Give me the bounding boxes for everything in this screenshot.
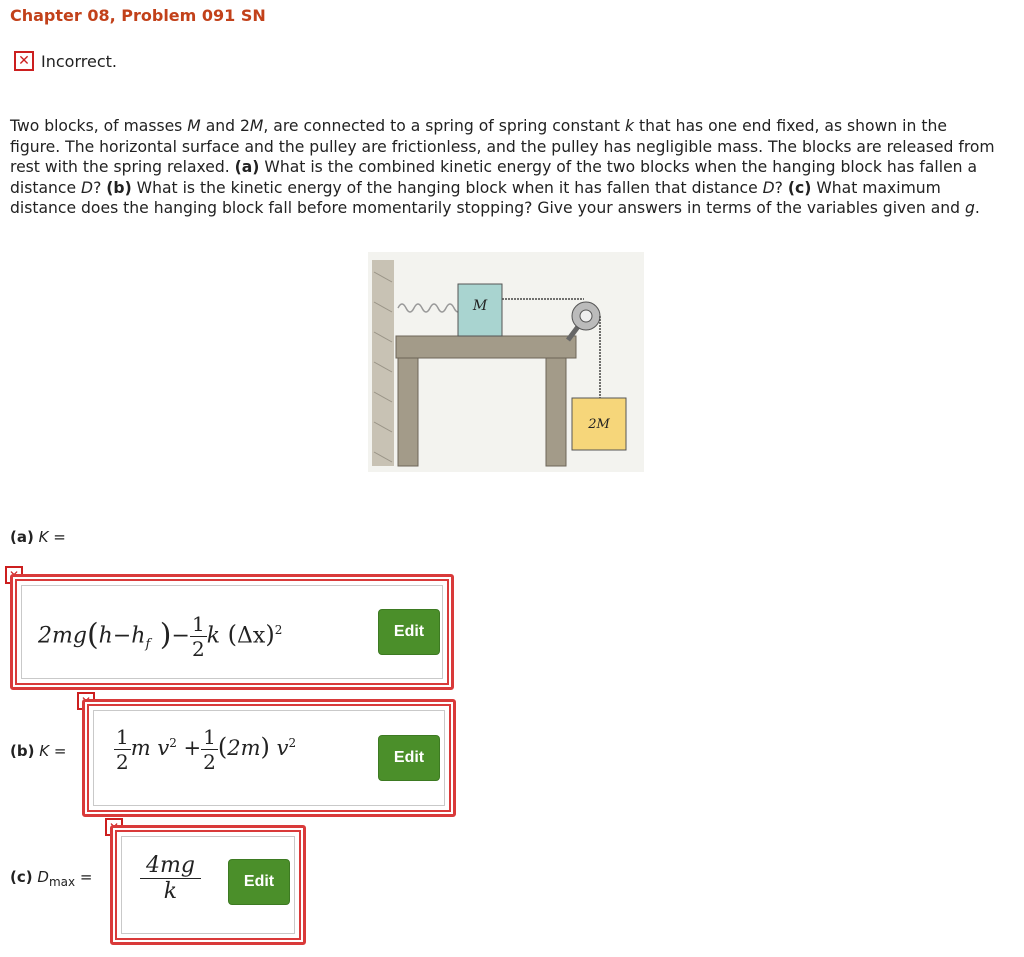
problem-statement: Two blocks, of masses M and 2M, are connected to a spring of spring constant k that has one end fixed, as shown in the figure. The horizontal surface and the pulley are frictionless, and the pulley has negligible mass. The blocks are released from rest with the spring relaxed. (a) What is the combined kinetic energy of the two blocks when the hanging block has fallen a distance D? (b) What is the kinetic energy of the hanging block when it has fallen that distance D? (c) What maximum distance does the hanging block fall before momentarily stopping? Give your answers in terms of the variables given and g. <box>10 117 995 217</box>
part-c-edit-button[interactable]: Edit <box>228 859 290 905</box>
part-b-label: (b) K = <box>10 742 67 760</box>
part-a-expression: $2mg(h-h_f$ )− $\frac{1}{2}$ k $(\Delta x)^2$ <box>38 612 283 661</box>
part-a-answer-field[interactable] <box>21 585 443 679</box>
status-incorrect <box>14 51 117 71</box>
block-2m-label: 2M <box>588 417 610 432</box>
block-m-label: M <box>472 298 488 314</box>
status-label: Incorrect. <box>41 51 117 71</box>
part-a-answer-box <box>10 574 454 690</box>
problem-figure <box>368 252 644 472</box>
page-title: Chapter 08, Problem 091 SN <box>10 6 266 25</box>
part-c-answer-box <box>110 825 306 945</box>
part-b-edit-button[interactable]: Edit <box>378 735 440 781</box>
part-b-answer-box <box>82 699 456 817</box>
part-b-answer-field[interactable] <box>93 710 445 806</box>
part-b-expression: $\frac{1}{2}$ m $v^2$ + $\frac{1}{2}$ (2m) $v^2$ <box>116 725 297 774</box>
part-a-edit-button[interactable]: Edit <box>378 609 440 655</box>
part-c-answer-field[interactable] <box>121 836 295 934</box>
incorrect-icon: ✕ <box>14 51 34 71</box>
part-a-label: (a) K = <box>10 528 66 546</box>
part-c-expression: $\frac{4mg}{k}$ <box>140 853 201 904</box>
part-c-label: (c) $D_{max}$ = <box>10 868 93 889</box>
